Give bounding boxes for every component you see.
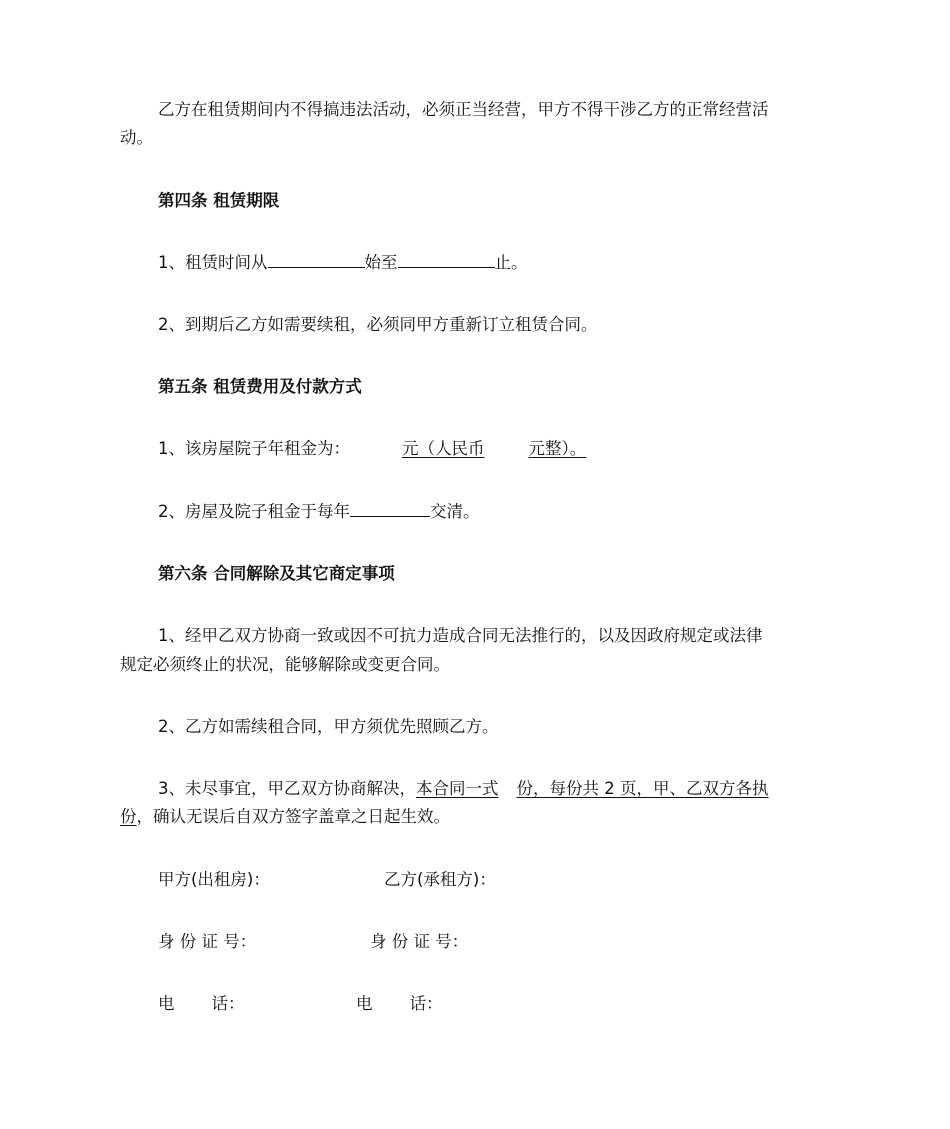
- signature-phone-a: 电 话：: [158, 994, 245, 1013]
- article-5-item-1: [158, 433, 870, 464]
- misc-prefix: 3、未尽事宜，甲乙双方协商解决，: [158, 779, 416, 798]
- annual-rent-underlined: [350, 439, 592, 458]
- lease-end-blank: [398, 247, 495, 268]
- article-6-item-3-l1: [158, 773, 870, 804]
- article-5-item-2: [158, 496, 870, 527]
- para-business-l2: 动。: [120, 128, 153, 147]
- rent-yuan-label: 元（人民币: [402, 439, 485, 458]
- payment-suffix: 交清。: [430, 502, 480, 521]
- copies-underlined: 本合同一式 份，每份共 2 页，甲、乙双方各执: [416, 779, 769, 798]
- annual-rent-prefix: 1、该房屋院子年租金为：: [158, 439, 350, 458]
- article-4-title: 第四条 租赁期限: [158, 191, 280, 210]
- signature-party-b: 乙方(承租方)：: [384, 870, 496, 889]
- para-business-l1: 乙方在租赁期间内不得搞违法活动，必须正当经营，甲方不得干涉乙方的正常经营活: [158, 100, 769, 119]
- signature-id-b: 身 份 证 号：: [370, 932, 469, 951]
- article-6-title: 第六条 合同解除及其它商定事项: [158, 564, 395, 583]
- lease-start-blank: [268, 247, 365, 268]
- rent-rmb-label: 元整）。: [528, 439, 587, 458]
- lease-term-suffix: 止。: [494, 253, 528, 272]
- article-6-item-2: 2、乙方如需续租合同，甲方须优先照顾乙方。: [158, 717, 499, 736]
- payment-prefix: 2、房屋及院子租金于每年: [158, 502, 350, 521]
- article-6-item-1-l1: 1、经甲乙双方协商一致或因不可抗力造成合同无法推行的，以及因政府规定或法律: [158, 626, 763, 645]
- article-4-item-2: 2、到期后乙方如需要续租，必须同甲方重新订立租赁合同。: [158, 315, 598, 334]
- signature-party-a: 甲方(出租房)：: [158, 870, 270, 889]
- signature-phone-b: 电 话：: [356, 994, 443, 1013]
- signature-id-a: 身 份 证 号：: [158, 932, 257, 951]
- payment-date-blank: [350, 496, 430, 517]
- article-4-item-1: [158, 247, 870, 278]
- effective-clause: ，确认无误后自双方签字盖章之日起生效。: [136, 807, 450, 826]
- article-5-title: 第五条 租赁费用及付款方式: [158, 377, 362, 396]
- lease-term-prefix: 1、租赁时间从: [158, 253, 268, 272]
- article-6-item-1-l2: 规定必须终止的状况，能够解除或变更合同。: [120, 655, 450, 674]
- copies-unit: 份: [120, 807, 137, 826]
- lease-term-mid: 始至: [364, 253, 398, 272]
- article-6-item-3-l2: [120, 801, 832, 832]
